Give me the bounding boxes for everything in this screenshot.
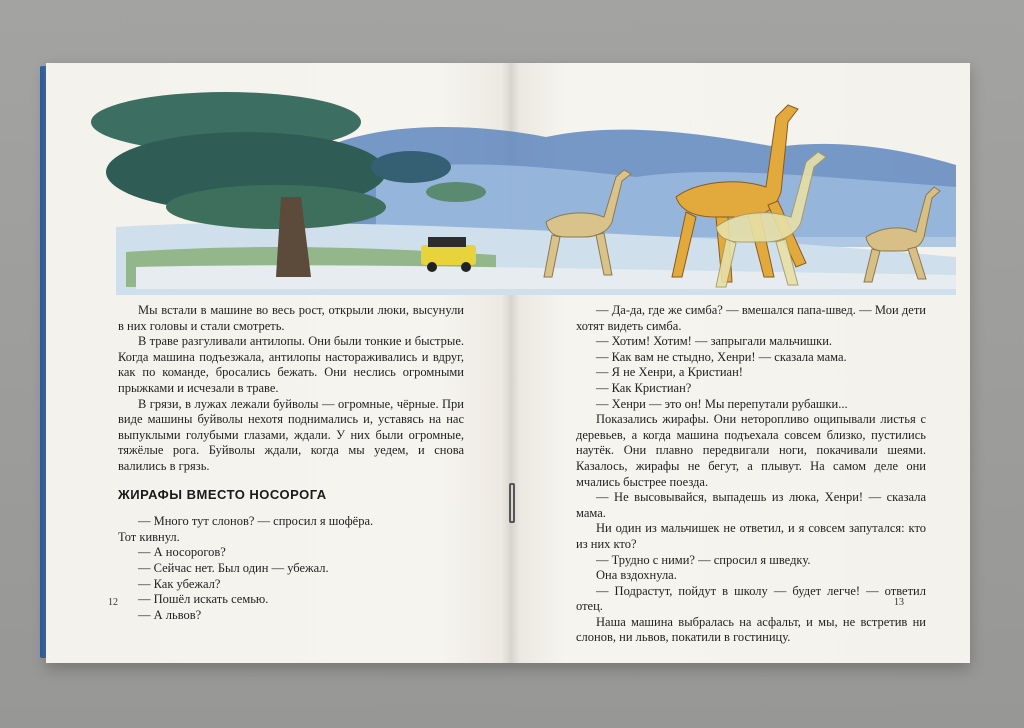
page-number-left: 12 — [108, 597, 118, 608]
paragraph: — Да-да, где же симба? — вмешался папа-швед. — Мои дети хотят видеть симба. — [576, 303, 926, 333]
paragraph: — Хенри — это он! Мы перепутали рубашки... — [596, 396, 848, 411]
paragraph: — Подрастут, пойдут в школу — будет легче! — ответил отец. — [576, 583, 926, 614]
paragraph: В траве разгуливали антилопы. Они были тонкие и быстрые. Когда машина подъезжала, антилопы настораживались и вдруг, как по команде, бросались бежать. Они неслись огромными прыжками и исчезали в траве. — [118, 334, 464, 395]
dialogue-line: — А носорогов? — [138, 545, 226, 560]
paragraph: В грязи, в лужах лежали буйволы — огромные, чёрные. При виде машины буйволы нехотя поднимались и, уставясь на нас выпуклыми голубыми глазами, ждали. У них были огромные, тяжёлые рога. Буйволы ждали, когда мы уедем, и снова валились в грязь. — [118, 396, 464, 473]
left-text-column — [118, 303, 464, 623]
savanna-illustration-svg — [76, 77, 956, 295]
paragraph: Ни один из мальчишек не ответил, и я совсем запутался: кто из них кто? — [576, 521, 926, 551]
paragraph: Она вздохнула. — [596, 568, 677, 583]
distant-tree-2 — [426, 182, 486, 202]
distant-tree — [371, 151, 451, 183]
dialogue-line: — А львов? — [138, 607, 202, 622]
paragraph: — Трудно с ними? — спросил я шведку. — [596, 552, 811, 567]
paragraph: — Не высовывайся, выпадешь из люка, Хенри! — сказала мама. — [576, 490, 926, 520]
paragraph: — Как вам не стыдно, Хенри! — сказала мама. — [596, 349, 847, 364]
dialogue-line: Тот кивнул. — [118, 529, 180, 544]
dialogue-line: — Много тут слонов? — спросил я шофёра. — [138, 514, 374, 529]
tree-canopy-low — [166, 185, 386, 229]
page-number-right: 13 — [894, 597, 904, 608]
paragraph: — Хотим! Хотим! — запрыгали мальчишки. — [596, 334, 833, 349]
savanna-illustration — [76, 77, 956, 295]
dialogue-line: — Сейчас нет. Был один — убежал. — [138, 560, 329, 575]
paragraph: Показались жирафы. Они неторопливо ощипывали листья с деревьев, а когда машина подъехала совсем близко, пустились наутёк. Они плавно передвигали ноги, покачивали шеями. Казалось, жирафы не бегут, а плывут. На самом деле они мчались быстрее поезда. — [576, 412, 926, 489]
section-heading: ЖИРАФЫ ВМЕСТО НОСОРОГА — [118, 486, 327, 502]
paragraph: — Я не Хенри, а Кристиан! — [596, 365, 743, 380]
paragraph: — Как Кристиан? — [596, 380, 692, 395]
dialogue-line: — Пошёл искать семью. — [138, 592, 269, 607]
dialogue-line: — Как убежал? — [138, 576, 221, 591]
paragraph: Мы встали в машине во весь рост, открыли люки, высунули в них головы и стали смотреть. — [118, 303, 464, 333]
right-text-column — [576, 303, 926, 646]
open-book — [46, 63, 970, 663]
paragraph: Наша машина выбралась на асфальт, и мы, не встретив ни слонов, ни львов, покатили в гостиницу. — [576, 614, 926, 645]
staple — [509, 483, 515, 523]
